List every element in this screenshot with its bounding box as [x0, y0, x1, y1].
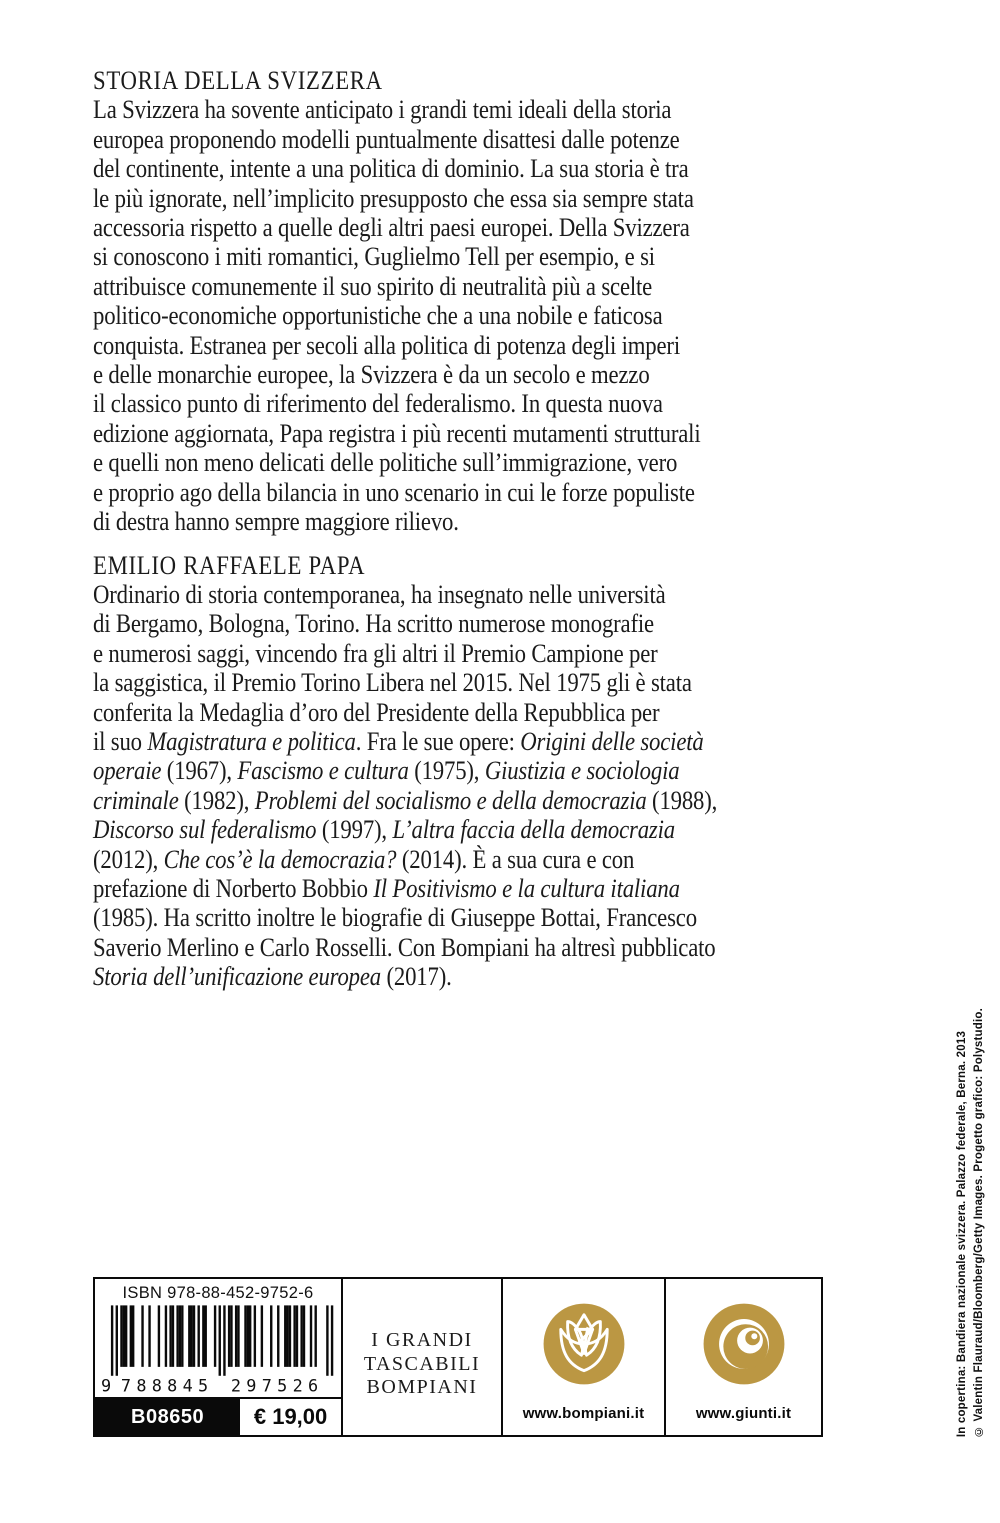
text-line: Storia dell’unificazione europea (2017).	[93, 962, 452, 992]
imprint-cell	[341, 1279, 501, 1435]
publisher-code-badge: B08650	[95, 1399, 240, 1435]
svg-text:788845: 788845	[120, 1375, 209, 1396]
bompiani-flower-icon	[541, 1301, 627, 1387]
text-line: e numerosi saggi, vincendo fra gli altri il Premio Campione per	[93, 638, 658, 668]
text-line: le più ignorate, nell’implicito presupposto che essa sia sempre stata	[93, 183, 694, 213]
text-line: prefazione di Norberto Bobbio Il Positivismo e la cultura italiana	[93, 873, 680, 903]
text-line: (1985). Ha scritto inoltre le biografie di Giuseppe Bottai, Francesco	[93, 903, 697, 933]
ean-barcode-svg	[101, 1305, 335, 1397]
text-line: conquista. Estranea per secoli alla politica di potenza degli imperi	[93, 330, 680, 360]
text-line: del continente, intente a una politica di dominio. La sua storia è tra	[93, 154, 689, 184]
giunti-logo-cell	[664, 1279, 821, 1435]
bompiani-logo-cell	[501, 1279, 664, 1435]
text-line: criminale (1982), Problemi del socialismo e della democrazia (1988),	[93, 785, 718, 815]
text-line: operaie (1967), Fascismo e cultura (1975), Giustizia e sociologia	[93, 756, 680, 786]
text-line: di destra hanno sempre maggiore rilievo.	[93, 507, 459, 537]
text-line: conferita la Medaglia d’oro del Presidente della Repubblica per	[93, 697, 660, 727]
isbn-barcode-cell	[95, 1279, 341, 1435]
giunti-spiral-icon	[701, 1301, 787, 1387]
publisher-strip	[93, 1277, 823, 1437]
text-line: Ordinario di storia contemporanea, ha insegnato nelle università	[93, 579, 666, 609]
imprint-line: TASCABILI	[363, 1352, 481, 1375]
svg-text:9: 9	[101, 1375, 112, 1396]
text-line: politico-economiche opportunistiche che a una nobile e faticosa	[93, 301, 663, 331]
text-line: si conoscono i miti romantici, Guglielmo Tell per esempio, e si	[93, 242, 655, 272]
cover-credits	[954, 1008, 988, 1437]
text-line: e delle monarchie europee, la Svizzera è da un secolo e mezzo	[93, 360, 650, 390]
price-label: € 19,00	[253, 1404, 328, 1429]
text-line: la saggistica, il Premio Torino Libera nel 2015. Nel 1975 gli è stata	[93, 668, 692, 698]
ean-barcode-icon	[95, 1303, 341, 1397]
synopsis-paragraph	[93, 95, 863, 536]
text-line: europea proponendo modelli puntualmente disattesi dalle potenze	[93, 124, 680, 154]
author-bio-paragraph	[93, 580, 863, 992]
credit-line-design: © Valentin Flauraud/Bloomberg/Getty Images. Progetto grafico: Polystudio.	[973, 1007, 985, 1437]
credit-line-photo: In copertina: Bandiera nazionale svizzera. Palazzo federale, Berna. 2013	[956, 1030, 968, 1437]
book-title-heading: STORIA DELLA SVIZZERA	[93, 66, 383, 95]
text-line: e quelli non meno delicati delle politiche sull’immigrazione, vero	[93, 448, 678, 478]
back-cover-text	[93, 66, 863, 992]
isbn-label: ISBN 978-88-452-9752-6	[122, 1284, 314, 1302]
synopsis-section	[93, 66, 863, 537]
text-line: e proprio ago della bilancia in uno scenario in cui le forze populiste	[93, 477, 695, 507]
text-line: Saverio Merlino e Carlo Rosselli. Con Bompiani ha altresì pubblicato	[93, 932, 716, 962]
imprint-line: BOMPIANI	[366, 1376, 478, 1398]
text-line: di Bergamo, Bologna, Torino. Ha scritto numerose monografie	[93, 609, 654, 639]
price-row	[95, 1397, 341, 1435]
text-line: La Svizzera ha sovente anticipato i grandi temi ideali della storia	[93, 95, 672, 125]
author-name-heading: EMILIO RAFFAELE PAPA	[93, 550, 366, 580]
text-line: edizione aggiornata, Papa registra i più recenti mutamenti strutturali	[93, 418, 701, 448]
text-line: attribuisce comunemente il suo spirito di neutralità più a scelte	[93, 271, 653, 301]
svg-text:297526: 297526	[230, 1375, 319, 1396]
giunti-url: www.giunti.it	[695, 1405, 792, 1422]
text-line: il suo Magistratura e politica. Fra le sue opere: Origini delle società	[93, 726, 704, 756]
bompiani-url: www.bompiani.it	[522, 1405, 645, 1422]
text-line: Discorso sul federalismo (1997), L’altra faccia della democrazia	[93, 815, 675, 845]
text-line: (2012), Che cos’è la democrazia? (2014). È a sua cura e con	[93, 844, 635, 874]
text-line: il classico punto di riferimento del federalismo. In questa nuova	[93, 389, 663, 419]
author-section	[93, 551, 863, 992]
text-line: accessoria rispetto a quelle degli altri paesi europei. Della Svizzera	[93, 213, 690, 243]
imprint-line: I GRANDI	[371, 1329, 473, 1351]
